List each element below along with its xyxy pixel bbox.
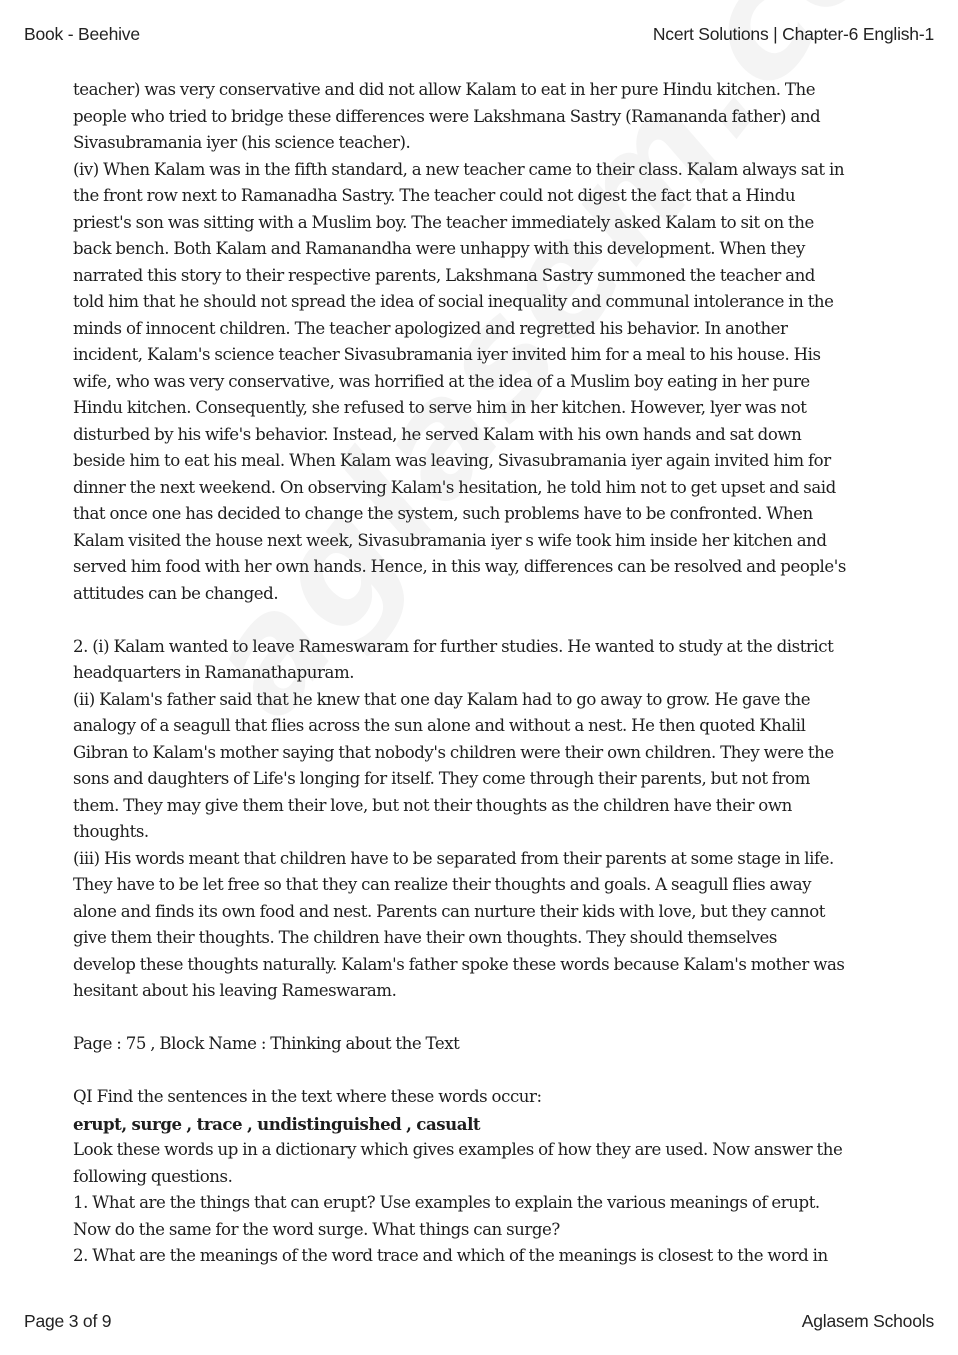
- text-line: back bench. Both Kalam and Ramanandha were unhappy with this development. When they: [73, 239, 805, 258]
- text-line: told him that he should not spread the idea of social inequality and communal intolerance in the: [73, 292, 834, 311]
- answer-line: (iii) His words meant that children have to be separated from their parents at some stage in life.: [73, 848, 834, 868]
- text-line: Kalam visited the house next week, Sivasubramania iyer s wife took him inside her kitchen and: [73, 530, 827, 550]
- text-line: served him food with her own hands. Hence, in this way, differences can be resolved and people's: [73, 557, 846, 576]
- answer-line: 2. (i) Kalam wanted to leave Rameswaram for further studies. He wanted to study at the district: [73, 636, 834, 656]
- page-number: Page 3 of 9: [24, 1311, 112, 1331]
- text-line: Sivasubramania iyer (his science teacher).: [73, 133, 411, 152]
- text-line: priest's son was sitting with a Muslim boy. The teacher immediately asked Kalam to sit on the: [73, 212, 814, 232]
- answer-line: analogy of a seagull that flies across the sun alone and without a nest. He then quoted Khalil: [73, 716, 806, 735]
- text-line: disturbed by his wife's behavior. Instead, he served Kalam with his own hands and sat down: [73, 424, 802, 444]
- question-line: 1. What are the things that can erupt? Use examples to explain the various meanings of erupt.: [73, 1193, 820, 1212]
- question-line: 2. What are the meanings of the word trace and which of the meanings is closest to the word in: [73, 1246, 828, 1265]
- answer-line: They have to be let free so that they can realize their thoughts and goals. A seagull flies away: [73, 875, 812, 894]
- text-line: beside him to eat his meal. When Kalam was leaving, Sivasubramania iyer again invited him for: [73, 451, 831, 470]
- text-line: (iv) When Kalam was in the fifth standard, a new teacher came to their class. Kalam always sat in: [73, 159, 845, 179]
- header-book-title: Book - Beehive: [24, 24, 140, 44]
- text-line: minds of innocent children. The teacher apologized and regretted his behavior. In another: [73, 318, 788, 338]
- question-line: following questions.: [73, 1166, 233, 1186]
- question-prompt: QI Find the sentences in the text where these words occur:: [73, 1087, 542, 1106]
- answer-line: them. They may give them their love, but not their thoughts as the children have their own: [73, 795, 792, 815]
- page-footer: [24, 1311, 934, 1332]
- text-line: dinner the next weekend. On observing Kalam's hesitation, he told him not to get upset and said: [73, 477, 836, 497]
- answer-line: alone and finds its own food and nest. Parents can nurture their kids with love, but they cannot: [73, 901, 825, 921]
- question-words: erupt, surge , trace , undistinguished , casualt: [73, 1113, 481, 1134]
- question-line: Now do the same for the word surge. What things can surge?: [73, 1219, 560, 1239]
- text-line: Hindu kitchen. Consequently, she refused to serve him in her kitchen. However, lyer was not: [73, 398, 807, 417]
- paragraph-gap: [73, 1005, 913, 1032]
- answer-line: give them their thoughts. The children have their own thoughts. They should themselves: [73, 928, 777, 947]
- footer-publisher: Aglasem Schools: [801, 1311, 934, 1331]
- text-line: teacher) was very conservative and did not allow Kalam to eat in her pure Hindu kitchen. The: [73, 80, 816, 99]
- text-line: wife, who was very conservative, was horrified at the idea of a Muslim boy eating in her pure: [73, 371, 810, 391]
- answer-line: headquarters in Ramanathapuram.: [73, 663, 355, 682]
- question-line: Look these words up in a dictionary which gives examples of how they are used. Now answer the: [73, 1140, 843, 1159]
- text-line: attitudes can be changed.: [73, 583, 279, 603]
- text-line: the front row next to Ramanadha Sastry. The teacher could not digest the fact that a Hindu: [73, 186, 796, 205]
- block-info: Page : 75 , Block Name : Thinking about the Text: [73, 1034, 460, 1053]
- answer-line: hesitant about his leaving Rameswaram.: [73, 981, 397, 1000]
- page-header: [24, 24, 934, 45]
- answer-line: Gibran to Kalam's mother saying that nobody's children were their own children. They were the: [73, 742, 834, 762]
- text-line: narrated this story to their respective parents, Lakshmana Sastry summoned the teacher and: [73, 265, 815, 285]
- text-line: people who tried to bridge these differences were Lakshmana Sastry (Ramananda father) and: [73, 106, 821, 126]
- answer-line: thoughts.: [73, 822, 149, 841]
- answer-line: sons and daughters of Life's longing for itself. They come through their parents, but not from: [73, 769, 810, 788]
- answer-line: (ii) Kalam's father said that he knew that one day Kalam had to go away to grow. He gave the: [73, 689, 811, 709]
- paragraph-gap: [73, 607, 913, 634]
- text-line: incident, Kalam's science teacher Sivasubramania iyer invited him for a meal to his house. His: [73, 345, 821, 364]
- paragraph-gap: [73, 1058, 913, 1085]
- text-line: that once one has decided to change the system, such problems have to be confronted. When: [73, 504, 813, 523]
- answer-line: develop these thoughts naturally. Kalam's father spoke these words because Kalam's mother was: [73, 954, 845, 974]
- header-chapter-title: Ncert Solutions | Chapter-6 English-1: [652, 24, 934, 44]
- page-content: [73, 77, 913, 1270]
